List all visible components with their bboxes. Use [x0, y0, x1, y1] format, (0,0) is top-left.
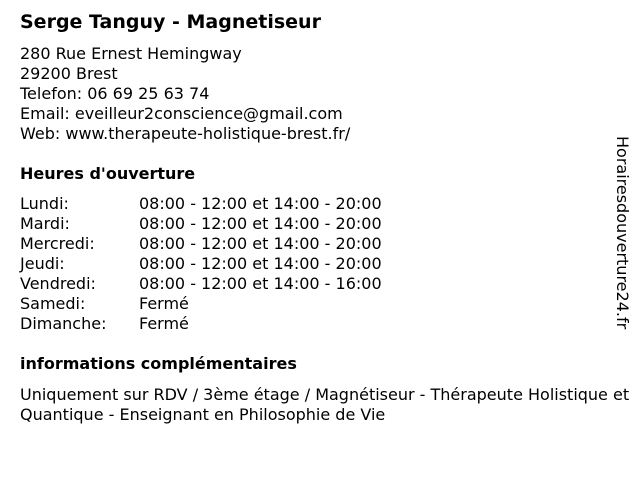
- site-watermark: Horairesdouverture24.fr: [613, 136, 632, 330]
- day-hours: 08:00 - 12:00 et 14:00 - 20:00: [139, 214, 382, 233]
- hours-row-monday: [20, 194, 382, 214]
- email-address: Email: eveilleur2conscience@gmail.com: [20, 104, 343, 123]
- street-address: 280 Rue Ernest Hemingway: [20, 44, 242, 63]
- hours-row-saturday: [20, 294, 382, 314]
- day-hours: 08:00 - 12:00 et 14:00 - 20:00: [139, 254, 382, 273]
- day-hours: Fermé: [139, 314, 189, 333]
- hours-row-thursday: [20, 254, 382, 274]
- phone-number: Telefon: 06 69 25 63 74: [20, 84, 210, 103]
- day-label: Mercredi:: [20, 234, 95, 253]
- day-label: Mardi:: [20, 214, 70, 233]
- day-hours: Fermé: [139, 294, 189, 313]
- opening-hours-heading: Heures d'ouverture: [20, 164, 196, 183]
- day-label: Jeudi:: [20, 254, 65, 273]
- additional-info-heading: informations complémentaires: [20, 354, 297, 373]
- opening-hours-table: [20, 194, 382, 334]
- additional-info-text: Uniquement sur RDV / 3ème étage / Magnétiseur - Thérapeute Holistique et Quantique - Enseignant en Philosophie de Vie: [20, 385, 630, 424]
- city: 29200 Brest: [20, 64, 118, 83]
- website-url: Web: www.therapeute-holistique-brest.fr/: [20, 124, 351, 143]
- day-hours: 08:00 - 12:00 et 14:00 - 20:00: [139, 194, 382, 213]
- day-label: Vendredi:: [20, 274, 96, 293]
- day-label: Samedi:: [20, 294, 86, 313]
- business-name: Serge Tanguy - Magnetiseur: [20, 11, 321, 33]
- hours-row-friday: [20, 274, 382, 294]
- hours-row-wednesday: [20, 234, 382, 254]
- hours-row-tuesday: [20, 214, 382, 234]
- day-label: Lundi:: [20, 194, 69, 213]
- day-hours: 08:00 - 12:00 et 14:00 - 16:00: [139, 274, 382, 293]
- contact-block: [20, 44, 350, 144]
- hours-row-sunday: [20, 314, 382, 334]
- day-hours: 08:00 - 12:00 et 14:00 - 20:00: [139, 234, 382, 253]
- day-label: Dimanche:: [20, 314, 107, 333]
